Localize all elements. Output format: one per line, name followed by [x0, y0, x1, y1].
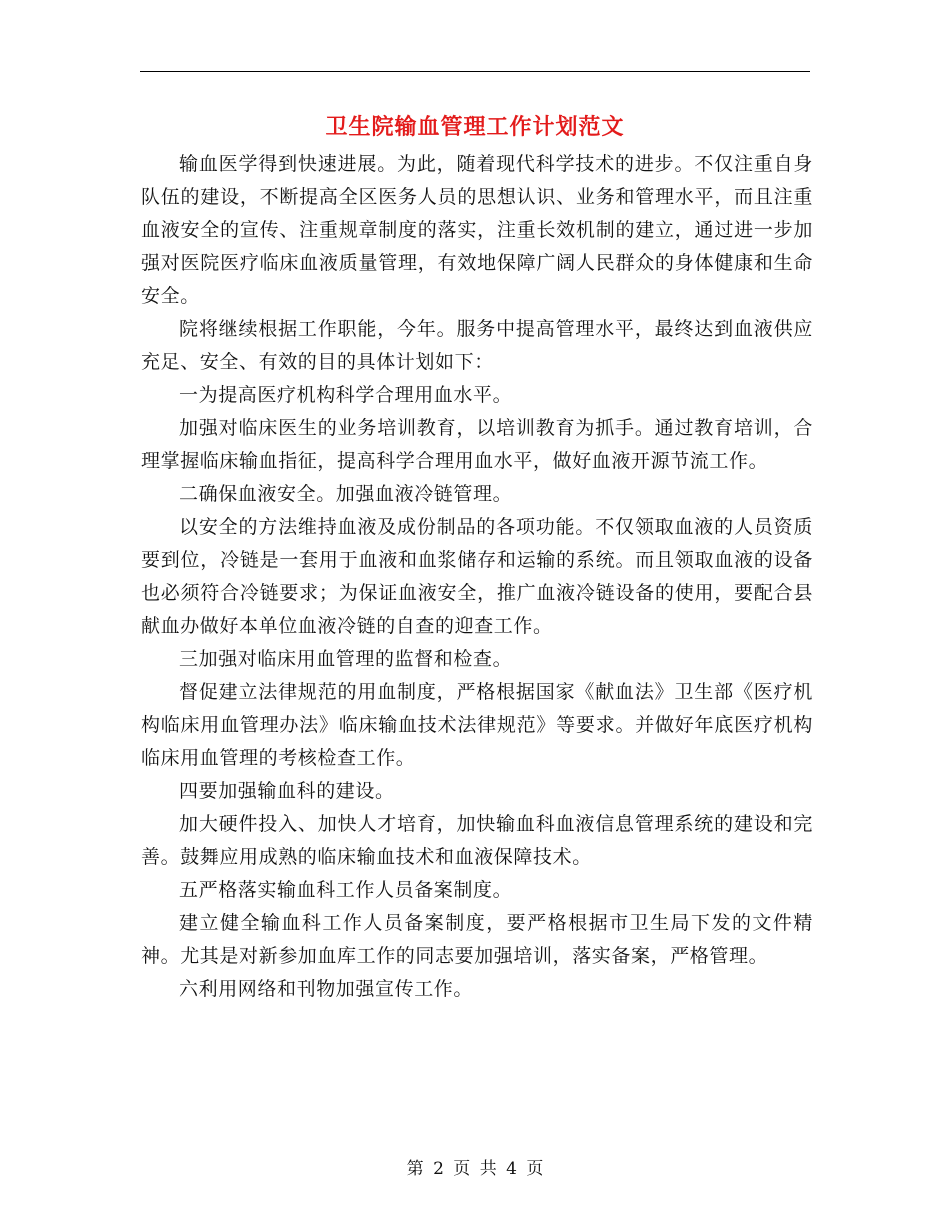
page-number-footer: 第 2 页 共 4 页 — [406, 1159, 544, 1179]
heading-item-5: 五严格落实输血科工作人员备案制度。 — [179, 879, 513, 901]
paragraph-item-5: 建立健全输血科工作人员备案制度，要严格根据市卫生局下发的文件精神。尤其是对新参加血库工作的同志要加强培训，落实备案，严格管理。 — [141, 912, 813, 967]
paragraph-item-2: 以安全的方法维持血液及成份制品的各项功能。不仅领取血液的人员资质要到位，冷链是一套用于血液和血浆储存和运输的系统。而且领取血液的设备也必须符合冷链要求；为保证血液安全，推广血液冷链设备的使用，要配合县献血办做好本单位血液冷链的自查的迎查工作。 — [141, 516, 813, 637]
paragraph-intro: 输血医学得到快速进展。为此，随着现代科学技术的进步。不仅注重自身队伍的建设，不断提高全区医务人员的思想认识、业务和管理水平，而且注重血液安全的宣传、注重规章制度的落实，注重长效机制的建立，通过进一步加强对医院医疗临床血液质量管理，有效地保障广阔人民群众的身体健康和生命安全。 — [141, 153, 813, 307]
paragraph-item-3: 督促建立法律规范的用血制度，严格根据国家《献血法》卫生部《医疗机构临床用血管理办法》临床输血技术法律规范》等要求。并做好年底医疗机构临床用血管理的考核检查工作。 — [141, 681, 813, 769]
paragraph-plan-overview: 院将继续根据工作职能，今年。服务中提高管理水平，最终达到血液供应充足、安全、有效的目的具体计划如下： — [141, 318, 813, 373]
paragraph-item-4: 加大硬件投入、加快人才培育，加快输血科血液信息管理系统的建设和完善。鼓舞应用成熟的临床输血技术和血液保障技术。 — [141, 813, 813, 868]
paragraph-item-1: 加强对临床医生的业务培训教育，以培训教育为抓手。通过教育培训，合理掌握临床输血指征，提高科学合理用血水平，做好血液开源节流工作。 — [141, 417, 813, 472]
heading-item-4: 四要加强输血科的建设。 — [179, 780, 395, 802]
document-body — [141, 148, 813, 1006]
header-rule — [140, 71, 810, 72]
heading-item-3: 三加强对临床用血管理的监督和检查。 — [179, 648, 513, 670]
document-title: 卫生院输血管理工作计划范文 — [325, 114, 625, 140]
heading-item-1: 一为提高医疗机构科学合理用血水平。 — [179, 384, 513, 406]
heading-item-2: 二确保血液安全。加强血液冷链管理。 — [179, 483, 513, 505]
heading-item-6: 六利用网络和刊物加强宣传工作。 — [179, 978, 474, 1000]
